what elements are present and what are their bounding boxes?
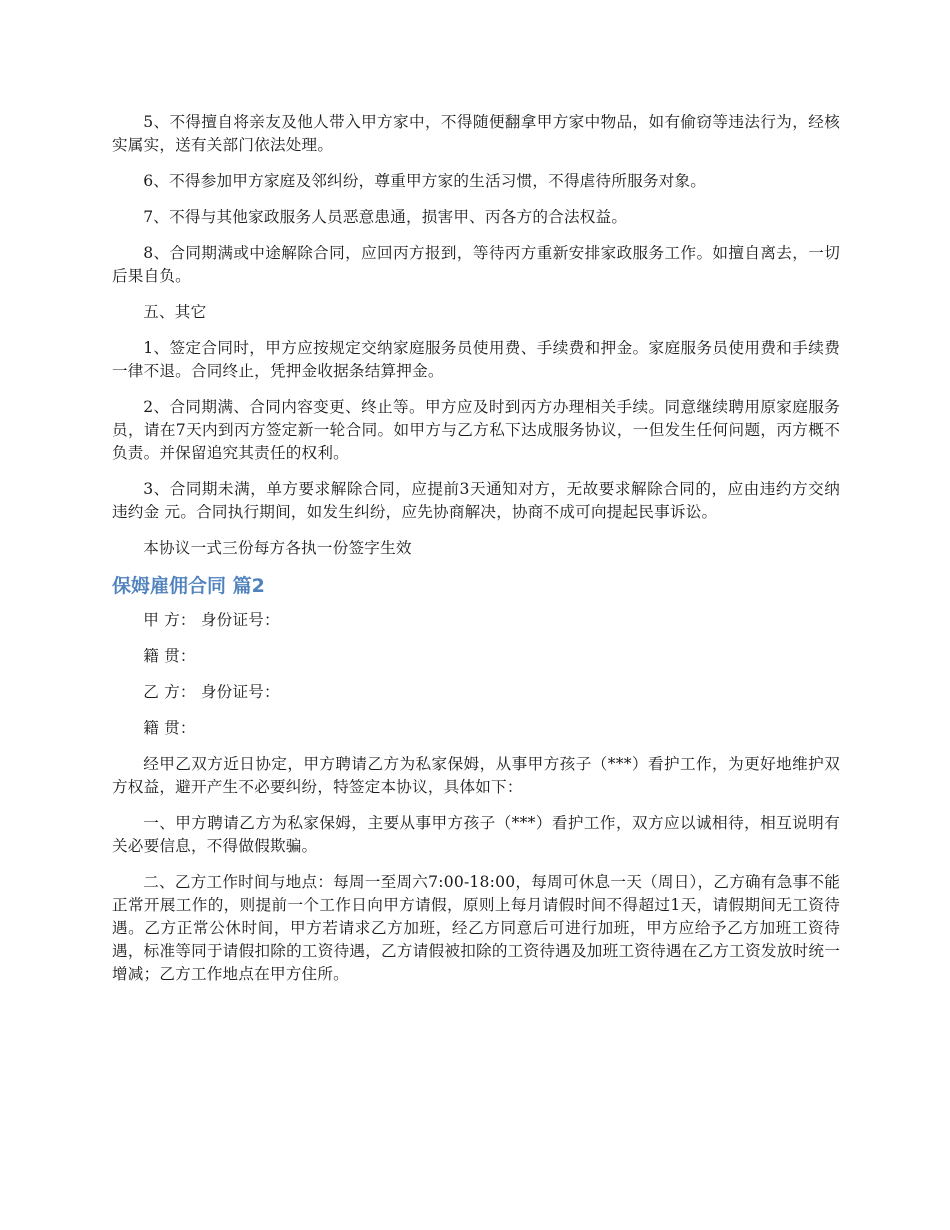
field-line: 籍 贯： <box>143 647 196 665</box>
paragraph: 5、不得擅自将亲友及他人带入甲方家中，不得随便翻拿甲方家中物品，如有偷窃等违法行为，经核实属实，送有关部门依法处理。 <box>112 113 840 154</box>
paragraph: 经甲乙双方近日协定，甲方聘请乙方为私家保姆，从事甲方孩子（***）看护工作，为更好地维护双方权益，避开产生不必要纠纷，特签定本协议，具体如下： <box>112 755 840 796</box>
paragraph: 二、乙方工作时间与地点：每周一至周六7:00-18:00，每周可休息一天（周日），乙方确有急事不能正常开展工作的，则提前一个工作日向甲方请假，原则上每月请假时间不得超过1天，请假期间无工资待遇。乙方正常公休时间，甲方若请求乙方加班，经乙方同意后可进行加班，甲方应给予乙方加班工资待遇，标准等同于请假扣除的工资待遇，乙方请假被扣除的工资待遇及加班工资待遇在乙方工资发放时统一增减；乙方工作地点在甲方住所。 <box>112 873 840 983</box>
paragraph: 6、不得参加甲方家庭及邻纠纷，尊重甲方家的生活习惯，不得虐待所服务对象。 <box>143 172 707 190</box>
paragraph: 一、甲方聘请乙方为私家保姆，主要从事甲方孩子（***）看护工作，双方应以诚相待，相互说明有关必要信息，不得做假欺骗。 <box>112 814 840 855</box>
field-line: 甲 方： 身份证号： <box>143 611 280 629</box>
paragraph: 2、合同期满、合同内容变更、终止等。甲方应及时到丙方办理相关手续。同意继续聘用原家庭服务员，请在7天内到丙方签定新一轮合同。如甲方与乙方私下达成服务协议，一但发生任何问题，丙方概不负责。并保留追究其责任的权利。 <box>112 398 840 462</box>
field-line: 乙 方： 身份证号： <box>143 683 280 701</box>
paragraph: 3、合同期未满，单方要求解除合同，应提前3天通知对方，无故要求解除合同的，应由违约方交纳违约金 元。合同执行期间，如发生纠纷，应先协商解决，协商不成可向提起民事诉讼。 <box>112 480 840 521</box>
section-heading: 保姆雇佣合同 篇2 <box>112 575 265 597</box>
document-body <box>112 111 840 999</box>
section-label: 五、其它 <box>143 303 207 321</box>
paragraph: 1、签定合同时，甲方应按规定交纳家庭服务员使用费、手续费和押金。家庭服务员使用费和手续费一律不退。合同终止，凭押金收据条结算押金。 <box>112 339 840 380</box>
paragraph: 8、合同期满或中途解除合同，应回丙方报到，等待丙方重新安排家政服务工作。如擅自离去，一切后果自负。 <box>112 244 840 285</box>
field-line: 籍 贯： <box>143 719 196 737</box>
paragraph: 7、不得与其他家政服务人员恶意患通，损害甲、丙各方的合法权益。 <box>143 208 628 226</box>
paragraph: 本协议一式三份每方各执一份签字生效 <box>143 539 412 557</box>
